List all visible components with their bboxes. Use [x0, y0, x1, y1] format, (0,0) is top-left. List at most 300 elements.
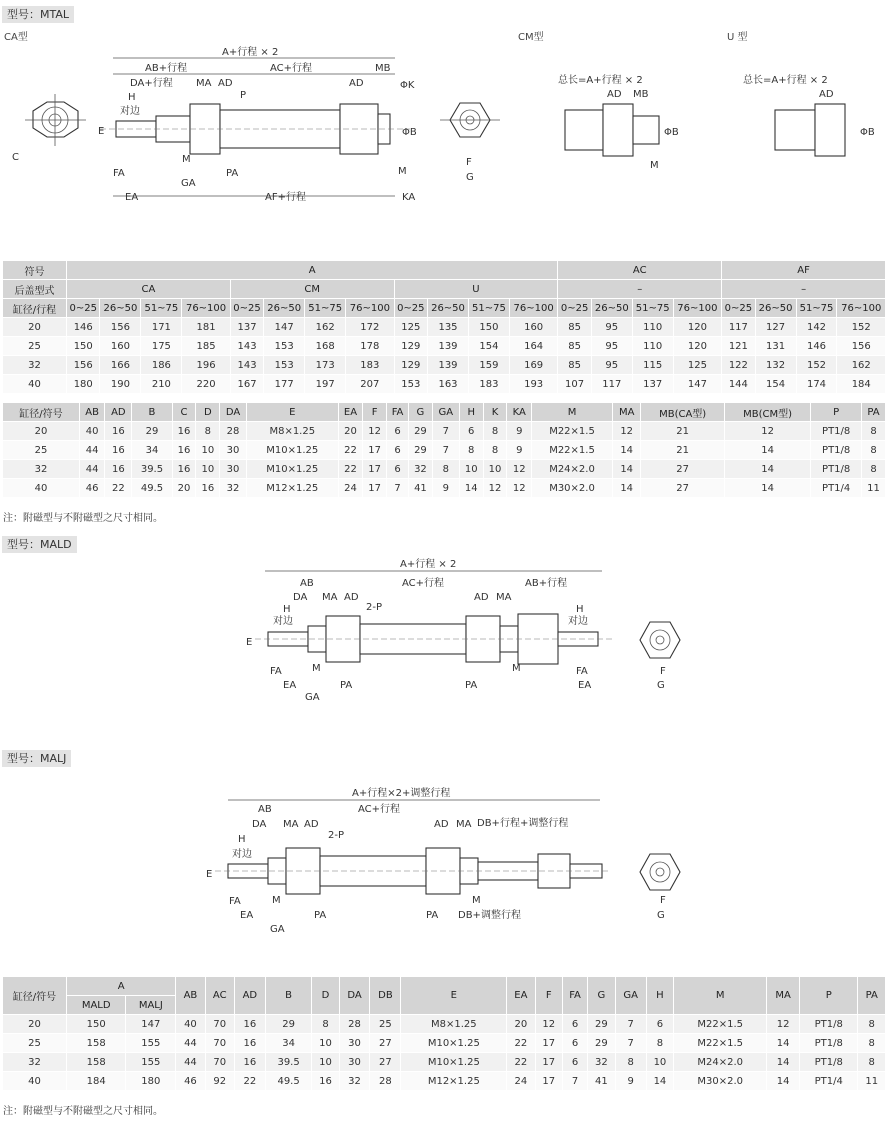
table-cell: 17	[535, 1053, 562, 1072]
malj-ea: EA	[240, 910, 254, 921]
table-cell: 7	[432, 422, 459, 441]
table-cell: 51~75	[468, 299, 509, 318]
table-cell: 181	[182, 318, 230, 337]
table-cell: 183	[346, 356, 394, 375]
cm-ad: AD	[607, 89, 622, 100]
table-cell: PT1/8	[811, 460, 862, 479]
mald-ma: MA	[322, 592, 338, 603]
table-cell: 70	[205, 1015, 234, 1034]
table-cell: 9	[432, 479, 459, 498]
table-cell: 184	[67, 1072, 126, 1091]
table-cell: 155	[126, 1034, 176, 1053]
table-cell: 180	[126, 1072, 176, 1091]
table-cell: 184	[837, 375, 886, 394]
mald-2p: 2-P	[366, 602, 383, 613]
table-cell: 20	[3, 318, 67, 337]
table-cell: 14	[767, 1072, 800, 1091]
table-cell: 125	[673, 356, 721, 375]
cm-total: 总长=A+行程 × 2	[558, 75, 643, 86]
table-cell: 32	[3, 460, 80, 479]
cell: AD	[234, 977, 265, 1015]
table-cell: M22×1.5	[532, 441, 613, 460]
table-cell: 16	[172, 441, 196, 460]
table-cell: 44	[176, 1034, 205, 1053]
table-cell: P	[811, 403, 862, 422]
table-cell: 6	[562, 1053, 587, 1072]
table-cell: 127	[755, 318, 796, 337]
table-cell: 153	[394, 375, 427, 394]
table-cell: 8	[483, 422, 507, 441]
table-cell: H	[459, 403, 483, 422]
table-cell: 27	[370, 1053, 401, 1072]
table-cell: 162	[837, 356, 886, 375]
table-cell: 155	[126, 1053, 176, 1072]
mald-a2: A+行程 × 2	[400, 559, 457, 570]
table-cell: M10×1.25	[401, 1034, 507, 1053]
dim-c: C	[12, 152, 19, 163]
table-cell: 24	[507, 1072, 535, 1091]
table-cell: 0~25	[558, 299, 591, 318]
table-cell: 8	[312, 1015, 339, 1034]
table-cell: M30×2.0	[674, 1072, 767, 1091]
table-cell: 146	[67, 318, 100, 337]
table-cell: 29	[588, 1034, 615, 1053]
table-cell: 29	[409, 422, 433, 441]
cell: –	[558, 280, 722, 299]
malj-e: E	[206, 869, 213, 880]
table-cell: 16	[234, 1034, 265, 1053]
table-cell: 147	[126, 1015, 176, 1034]
table-cell: 16	[105, 422, 132, 441]
cell: A	[67, 261, 558, 280]
table-cell: 27	[641, 460, 724, 479]
table-cell: PT1/4	[811, 479, 862, 498]
table-cell: 51~75	[796, 299, 837, 318]
table-cell: 220	[182, 375, 230, 394]
table-cell: 12	[535, 1015, 562, 1034]
table-cell: 95	[591, 318, 632, 337]
table-cell: 40	[3, 479, 80, 498]
table-cell: 28	[370, 1072, 401, 1091]
table-cell: 9	[507, 441, 532, 460]
table-cell: 39.5	[265, 1053, 311, 1072]
table-cell: 12	[483, 479, 507, 498]
cell: A	[67, 977, 176, 996]
malj-ad2: AD	[434, 819, 449, 830]
table-cell: 132	[755, 356, 796, 375]
table-cell: 16	[172, 422, 196, 441]
table-cell: 7	[387, 479, 409, 498]
table-cell: 14	[612, 460, 641, 479]
cell: 后盖型式	[3, 280, 67, 299]
table-cell: 16	[234, 1015, 265, 1034]
table-cell: 193	[509, 375, 557, 394]
dim-fa: FA	[113, 168, 125, 179]
table-cell: 14	[767, 1053, 800, 1072]
table-cell: 30	[339, 1034, 370, 1053]
table-cell: 8	[862, 422, 886, 441]
table-cell: PT1/8	[800, 1034, 858, 1053]
mald-h: H	[283, 604, 291, 615]
table-cell: 163	[428, 375, 469, 394]
table-cell: 137	[632, 375, 673, 394]
cell: –	[722, 280, 886, 299]
mald-ab: AB	[300, 578, 314, 589]
table-cell: 154	[755, 375, 796, 394]
cell: E	[401, 977, 507, 1015]
table-cell: 16	[196, 479, 220, 498]
table-cell: 49.5	[265, 1072, 311, 1091]
table-cell: 196	[182, 356, 230, 375]
table-cell: 20	[338, 422, 363, 441]
table-cell: M22×1.5	[532, 422, 613, 441]
table-row	[3, 1053, 886, 1072]
table-cell: 0~25	[722, 299, 755, 318]
table-cell: 25	[3, 441, 80, 460]
table-cell: 22	[338, 460, 363, 479]
table-cell: 6	[387, 422, 409, 441]
dim-ga: GA	[181, 178, 196, 189]
table-cell: 16	[312, 1072, 339, 1091]
table-cell: 147	[264, 318, 305, 337]
table-cell: 142	[796, 318, 837, 337]
table-cell: 110	[632, 337, 673, 356]
table-cell: 22	[507, 1053, 535, 1072]
dim-phib: ΦB	[402, 127, 417, 138]
table-cell: 25	[3, 337, 67, 356]
table-cell: 162	[305, 318, 346, 337]
table-cell: 14	[646, 1072, 673, 1091]
section-title-mald: 型号：MALD	[2, 536, 77, 553]
mald-e: E	[246, 637, 253, 648]
table-cell: 46	[79, 479, 104, 498]
table-cell: 160	[509, 318, 557, 337]
table-cell: 95	[591, 337, 632, 356]
table-cell: M30×2.0	[532, 479, 613, 498]
note-1: 注：附磁型与不附磁型之尺寸相同。	[3, 513, 163, 524]
cm-phib: ΦB	[664, 127, 679, 138]
table-cell: 8	[196, 422, 220, 441]
mald-duibian2: 对边	[568, 616, 588, 627]
table-cell: 22	[105, 479, 132, 498]
table-cell: 76~100	[182, 299, 230, 318]
malj-ma2: MA	[456, 819, 472, 830]
table-cell: 147	[673, 375, 721, 394]
cell: G	[588, 977, 615, 1015]
table-cell: 20	[172, 479, 196, 498]
table-cell: 8	[483, 441, 507, 460]
dim-ab: AB+行程	[145, 63, 188, 74]
table-cell: 174	[796, 375, 837, 394]
table-cell: 16	[105, 441, 132, 460]
table-cell: 156	[100, 318, 141, 337]
table-cell: 167	[230, 375, 263, 394]
table-cell: 152	[837, 318, 886, 337]
table-cell: 20	[507, 1015, 535, 1034]
table-cell: AD	[105, 403, 132, 422]
table-cell: 10	[483, 460, 507, 479]
mald-m: M	[312, 663, 321, 674]
table-cell: 7	[615, 1034, 646, 1053]
malj-pa2: PA	[426, 910, 439, 921]
table-cell: 32	[588, 1053, 615, 1072]
malj-db2: DB+调整行程	[458, 910, 521, 921]
table-cell: 137	[230, 318, 263, 337]
table-cell: 16	[234, 1053, 265, 1072]
mald-fa: FA	[270, 666, 282, 677]
table-cell: 10	[459, 460, 483, 479]
table-cell: PT1/8	[800, 1053, 858, 1072]
u-total: 总长=A+行程 × 2	[743, 75, 828, 86]
view-label-ca: CA型	[4, 32, 28, 43]
cell: MA	[767, 977, 800, 1015]
table-cell: 120	[673, 337, 721, 356]
table-cell: M	[532, 403, 613, 422]
table-cell: 146	[796, 337, 837, 356]
table-cell: 12	[507, 479, 532, 498]
table-cell: 8	[862, 441, 886, 460]
dim-a2: A+行程 × 2	[222, 47, 279, 58]
table-cell: 186	[141, 356, 182, 375]
table-cell: 110	[632, 318, 673, 337]
table-cell: 10	[196, 441, 220, 460]
table-cell: 12	[363, 422, 387, 441]
table-cell: 16	[172, 460, 196, 479]
table-cell: 6	[646, 1015, 673, 1034]
table-cell: 28	[220, 422, 247, 441]
table-cell: 22	[234, 1072, 265, 1091]
table-cell: KA	[507, 403, 532, 422]
table-cell: 85	[558, 337, 591, 356]
table-cell: 6	[459, 422, 483, 441]
mald-pa2: PA	[465, 680, 478, 691]
cell: AC	[205, 977, 234, 1015]
table-cell: 152	[796, 356, 837, 375]
table-cell: 41	[409, 479, 433, 498]
table-cell: 20	[3, 1015, 67, 1034]
table-cell: 8	[858, 1053, 886, 1072]
table-cell: K	[483, 403, 507, 422]
table-cell: 197	[305, 375, 346, 394]
table-cell: 8	[615, 1053, 646, 1072]
section-title-malj: 型号：MALJ	[2, 750, 71, 767]
malj-m2: M	[472, 895, 481, 906]
table-cell: 8	[432, 460, 459, 479]
table-cell: 190	[100, 375, 141, 394]
table-cell: 29	[265, 1015, 311, 1034]
cell: PA	[858, 977, 886, 1015]
table-cell: 25	[370, 1015, 401, 1034]
table-cell: 21	[641, 441, 724, 460]
table-cell: 144	[722, 375, 755, 394]
dim-ka: KA	[402, 192, 416, 203]
table-cell: M22×1.5	[674, 1034, 767, 1053]
table-cell: 12	[724, 422, 810, 441]
dim-da: DA+行程	[130, 78, 173, 89]
table-cell: 14	[724, 479, 810, 498]
table-cell: 175	[141, 337, 182, 356]
table-cell: 131	[755, 337, 796, 356]
dim-phik: ΦK	[400, 80, 415, 91]
table-cell: 29	[588, 1015, 615, 1034]
mald-ma2: MA	[496, 592, 512, 603]
table-cell: 159	[468, 356, 509, 375]
mald-h2: H	[576, 604, 584, 615]
table-cell: 27	[370, 1034, 401, 1053]
table-row	[3, 1072, 886, 1091]
table-cell: 29	[409, 441, 433, 460]
table-cell: 180	[67, 375, 100, 394]
table-cell: 51~75	[632, 299, 673, 318]
table-cell: 缸径/符号	[3, 403, 80, 422]
cell: AB	[176, 977, 205, 1015]
table-cell: MB(CA型)	[641, 403, 724, 422]
dim-af: AF+行程	[265, 192, 306, 203]
table-cell: 44	[79, 460, 104, 479]
malj-f: F	[660, 895, 666, 906]
dim-pa: PA	[226, 168, 239, 179]
mald-g: G	[657, 680, 665, 691]
table-cell: 22	[507, 1034, 535, 1053]
table-cell: 8	[858, 1015, 886, 1034]
table-cell: 76~100	[509, 299, 557, 318]
table-cell: 44	[176, 1053, 205, 1072]
table-cell: 26~50	[755, 299, 796, 318]
table-cell: 28	[339, 1015, 370, 1034]
table-cell: FA	[387, 403, 409, 422]
table-cell: PT1/8	[811, 422, 862, 441]
table-cell: 25	[3, 1034, 67, 1053]
table-cell: 173	[305, 356, 346, 375]
table-cell: 26~50	[591, 299, 632, 318]
table-cell: 129	[394, 337, 427, 356]
cell: P	[800, 977, 858, 1015]
table-cell: M8×1.25	[401, 1015, 507, 1034]
table-cell: 9	[507, 422, 532, 441]
table-cell: 121	[722, 337, 755, 356]
table-cell: M12×1.25	[401, 1072, 507, 1091]
table-cell: 92	[205, 1072, 234, 1091]
table-cell: 185	[182, 337, 230, 356]
table-cell: AB	[79, 403, 104, 422]
dim-ma: MA	[196, 78, 212, 89]
view-label-u: U 型	[727, 32, 748, 43]
table-cell: 85	[558, 318, 591, 337]
table-cell: DA	[220, 403, 247, 422]
table-cell: M10×1.25	[401, 1053, 507, 1072]
table-cell: 76~100	[346, 299, 394, 318]
table-cell: 32	[339, 1072, 370, 1091]
dim-p: P	[240, 90, 247, 101]
table-cell: PA	[862, 403, 886, 422]
table-cell: PT1/8	[800, 1015, 858, 1034]
cell: FA	[562, 977, 587, 1015]
table-cell: 30	[220, 460, 247, 479]
table-cell: 143	[230, 356, 263, 375]
table-cell: 171	[141, 318, 182, 337]
table-cell: 34	[265, 1034, 311, 1053]
table-cell: MA	[612, 403, 641, 422]
table-cell: 40	[3, 1072, 67, 1091]
table-cell: 46	[176, 1072, 205, 1091]
table-cell: 8	[646, 1034, 673, 1053]
table-cell: 32	[220, 479, 247, 498]
table-cell: 41	[588, 1072, 615, 1091]
dim-ac: AC+行程	[270, 63, 313, 74]
cell: AC	[558, 261, 722, 280]
table-cell: 6	[387, 441, 409, 460]
table-cell: 207	[346, 375, 394, 394]
table-cell: 40	[176, 1015, 205, 1034]
table-cell: 30	[220, 441, 247, 460]
table-cell: 150	[67, 1015, 126, 1034]
table-cell: 17	[535, 1034, 562, 1053]
table-cell: 143	[230, 337, 263, 356]
cell: EA	[507, 977, 535, 1015]
cell: F	[535, 977, 562, 1015]
cell: M	[674, 977, 767, 1015]
table-cell: 7	[562, 1072, 587, 1091]
cell: B	[265, 977, 311, 1015]
table-cell: 16	[105, 460, 132, 479]
cell: H	[646, 977, 673, 1015]
malj-ga: GA	[270, 924, 285, 935]
cell: 缸径/符号	[3, 977, 67, 1015]
table-cell: 158	[67, 1053, 126, 1072]
table-cell: 10	[312, 1034, 339, 1053]
u-phib: ΦB	[860, 127, 875, 138]
table-cell: 32	[3, 356, 67, 375]
section-title-mtal: 型号：MTAL	[2, 6, 74, 23]
table-cell: 11	[858, 1072, 886, 1091]
table-cell: 164	[509, 337, 557, 356]
cell: CM	[230, 280, 394, 299]
table-cell: 154	[468, 337, 509, 356]
table-cell: 85	[558, 356, 591, 375]
table-cell: 51~75	[305, 299, 346, 318]
table-cell: 129	[394, 356, 427, 375]
table-cell: 0~25	[230, 299, 263, 318]
table-cell: 缸径/行程	[3, 299, 67, 318]
table-cell: 76~100	[837, 299, 886, 318]
table-cell: 178	[346, 337, 394, 356]
table-cell: 26~50	[428, 299, 469, 318]
table-cell: 150	[468, 318, 509, 337]
table-cell: 166	[100, 356, 141, 375]
table-cell: 169	[509, 356, 557, 375]
table-cell: 22	[338, 441, 363, 460]
table-cell: 120	[673, 318, 721, 337]
table-cell: 20	[3, 422, 80, 441]
dim-ea: EA	[125, 192, 139, 203]
note-2: 注：附磁型与不附磁型之尺寸相同。	[3, 1106, 163, 1117]
table-cell: 10	[196, 460, 220, 479]
table-cell: 135	[428, 318, 469, 337]
malj-a2: A+行程×2+调整行程	[352, 788, 451, 799]
malj-db: DB+行程+调整行程	[477, 818, 569, 829]
cell: U	[394, 280, 558, 299]
mald-m2: M	[512, 663, 521, 674]
cell: GA	[615, 977, 646, 1015]
cm-m: M	[650, 160, 659, 171]
table-row	[3, 1034, 886, 1053]
table-cell: 26~50	[264, 299, 305, 318]
table-cell: 10	[646, 1053, 673, 1072]
view-label-cm: CM型	[518, 32, 544, 43]
table-cell: 34	[132, 441, 172, 460]
mald-da: DA	[293, 592, 308, 603]
table-cell: M22×1.5	[674, 1015, 767, 1034]
